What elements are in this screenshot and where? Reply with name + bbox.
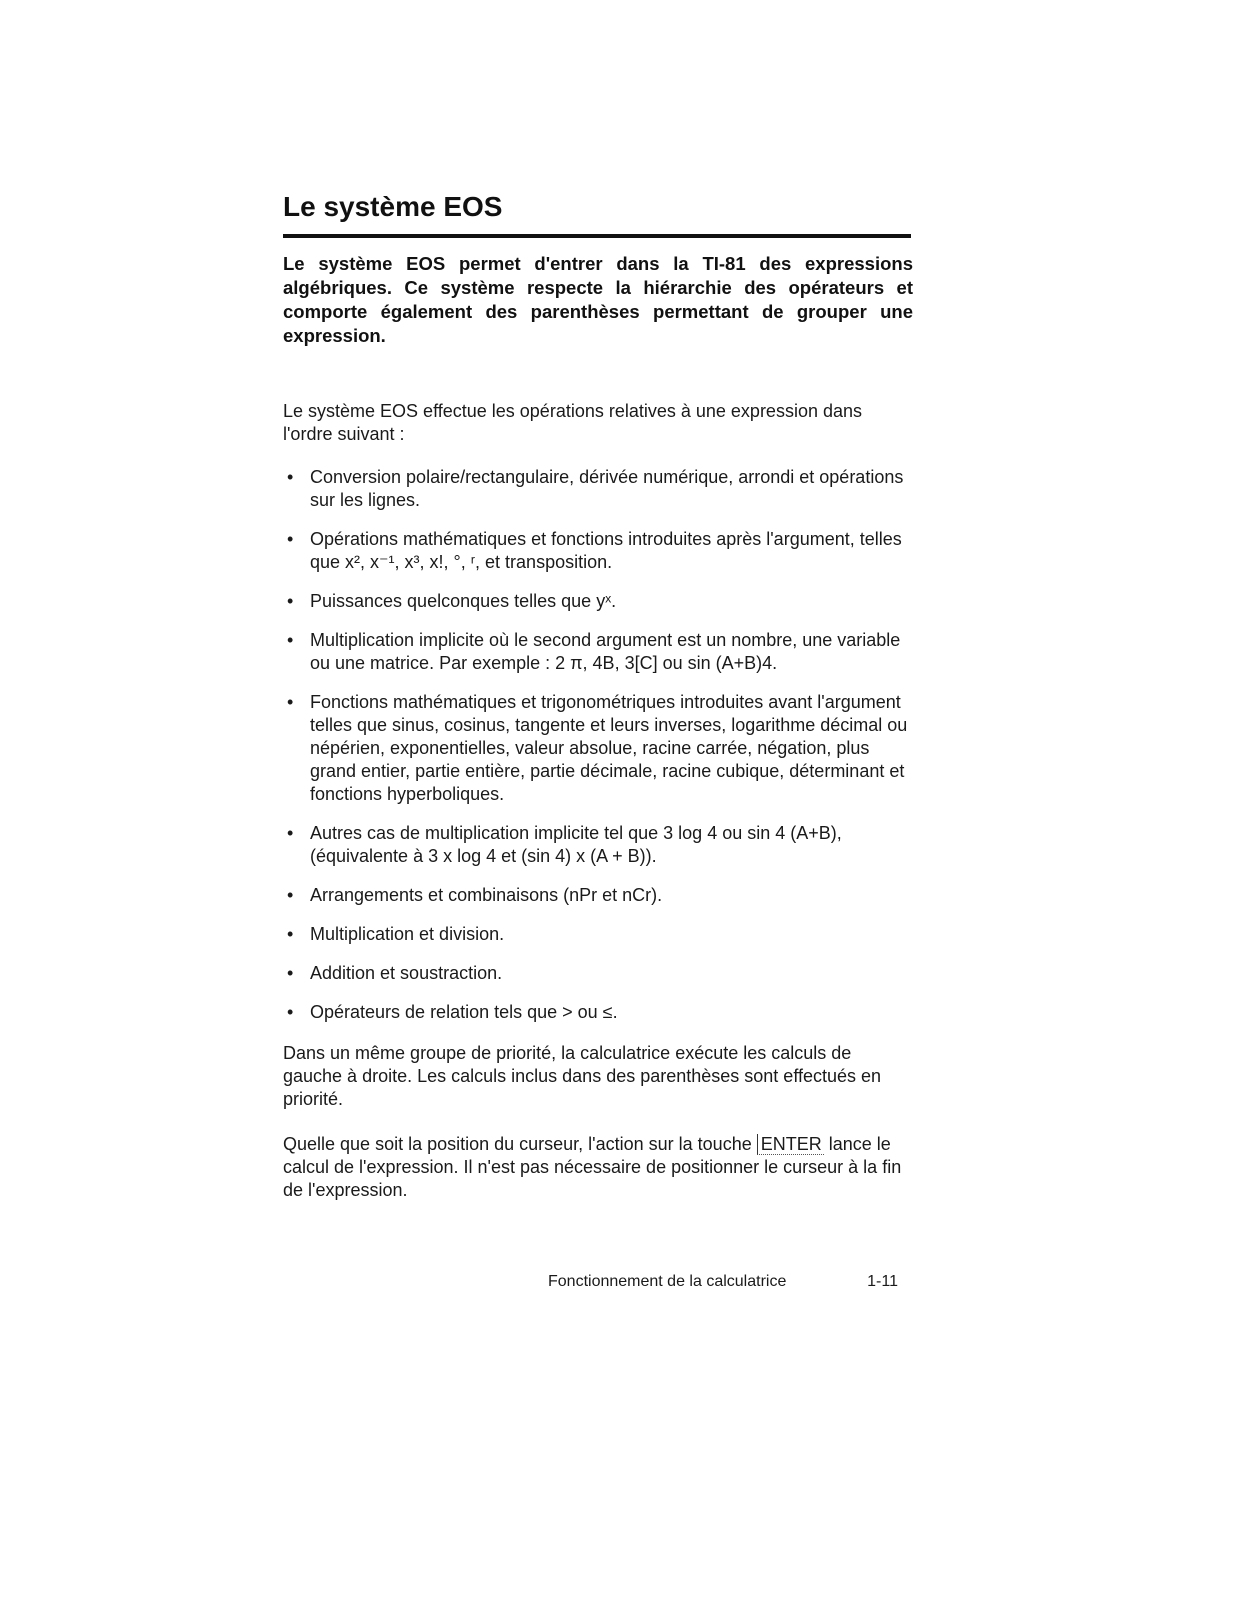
bullet-icon: • bbox=[287, 823, 294, 843]
list-item bbox=[283, 962, 913, 985]
list-item bbox=[283, 1001, 913, 1024]
list-item bbox=[283, 884, 913, 907]
operation-order-list bbox=[283, 466, 913, 1024]
enter-paragraph-before: Quelle que soit la position du curseur, l'action sur la touche bbox=[283, 1134, 757, 1154]
bullet-icon: • bbox=[287, 885, 294, 905]
list-item-text: Fonctions mathématiques et trigonométriques introduites avant l'argument telles que sinus, cosinus, tangente et leurs inverses, logarithme décimal ou népérien, exponentielles, valeur absolue, racine carrée, négation, plus grand entier, partie entière, partie décimale, racine cubique, déterminant et fonctions hyperboliques. bbox=[310, 692, 908, 804]
bullet-icon: • bbox=[287, 630, 294, 650]
bullet-icon: • bbox=[287, 591, 294, 611]
bullet-icon: • bbox=[287, 467, 294, 487]
intro-paragraph: Le système EOS permet d'entrer dans la TI-81 des expressions algébriques. Ce système respecte la hiérarchie des opérateurs et comporte également des parenthèses permettant de grouper une expression. bbox=[283, 253, 913, 346]
list-item bbox=[283, 590, 913, 613]
page-footer bbox=[548, 1272, 908, 1292]
page-title: Le système EOS bbox=[283, 191, 503, 222]
list-item bbox=[283, 629, 913, 675]
list-item bbox=[283, 528, 913, 574]
list-item-text: Arrangements et combinaisons (nPr et nCr). bbox=[310, 885, 663, 905]
list-item-text: Autres cas de multiplication implicite tel que 3 log 4 ou sin 4 (A+B), (équivalente à 3 x log 4 et (sin 4) x (A + B)). bbox=[310, 823, 842, 866]
bullet-icon: • bbox=[287, 963, 294, 983]
bullet-icon: • bbox=[287, 529, 294, 549]
list-item-text: Multiplication implicite où le second argument est un nombre, une variable ou une matrice. Par exemple : 2 π, 4B, 3[C] ou sin (A+B)4. bbox=[310, 630, 901, 673]
enter-paragraph-after: lance le calcul de l'expression. Il n'est pas nécessaire de positionner le curseur à la fin de l'expression. bbox=[283, 1134, 902, 1200]
document-page bbox=[283, 190, 913, 1202]
list-item-text: Opérations mathématiques et fonctions introduites après l'argument, telles que x², x⁻¹, x³, x!, °, ʳ, et transposition. bbox=[310, 529, 902, 572]
list-item-text: Opérateurs de relation tels que > ou ≤. bbox=[310, 1002, 618, 1022]
list-item bbox=[283, 923, 913, 946]
enter-key-paragraph bbox=[283, 1133, 913, 1202]
list-item-text: Puissances quelconques telles que yˣ. bbox=[310, 591, 617, 611]
list-item-text: Multiplication et division. bbox=[310, 924, 505, 944]
bullet-icon: • bbox=[287, 1002, 294, 1022]
lead-paragraph: Le système EOS effectue les opérations relatives à une expression dans l'ordre suivant : bbox=[283, 401, 862, 444]
bullet-icon: • bbox=[287, 924, 294, 944]
list-item bbox=[283, 822, 913, 868]
priority-paragraph: Dans un même groupe de priorité, la calculatrice exécute les calculs de gauche à droite. Les calculs inclus dans des parenthèses sont effectués en priorité. bbox=[283, 1043, 882, 1109]
footer-section-title: Fonctionnement de la calculatrice bbox=[548, 1273, 787, 1290]
page-number: 1-11 bbox=[867, 1273, 898, 1290]
list-item-text: Addition et soustraction. bbox=[310, 963, 503, 983]
title-underline bbox=[283, 234, 911, 238]
list-item bbox=[283, 691, 913, 806]
enter-key-label: ENTER bbox=[757, 1134, 824, 1155]
list-item bbox=[283, 466, 913, 512]
list-item-text: Conversion polaire/rectangulaire, dérivée numérique, arrondi et opérations sur les lignes. bbox=[310, 467, 904, 510]
bullet-icon: • bbox=[287, 692, 294, 712]
